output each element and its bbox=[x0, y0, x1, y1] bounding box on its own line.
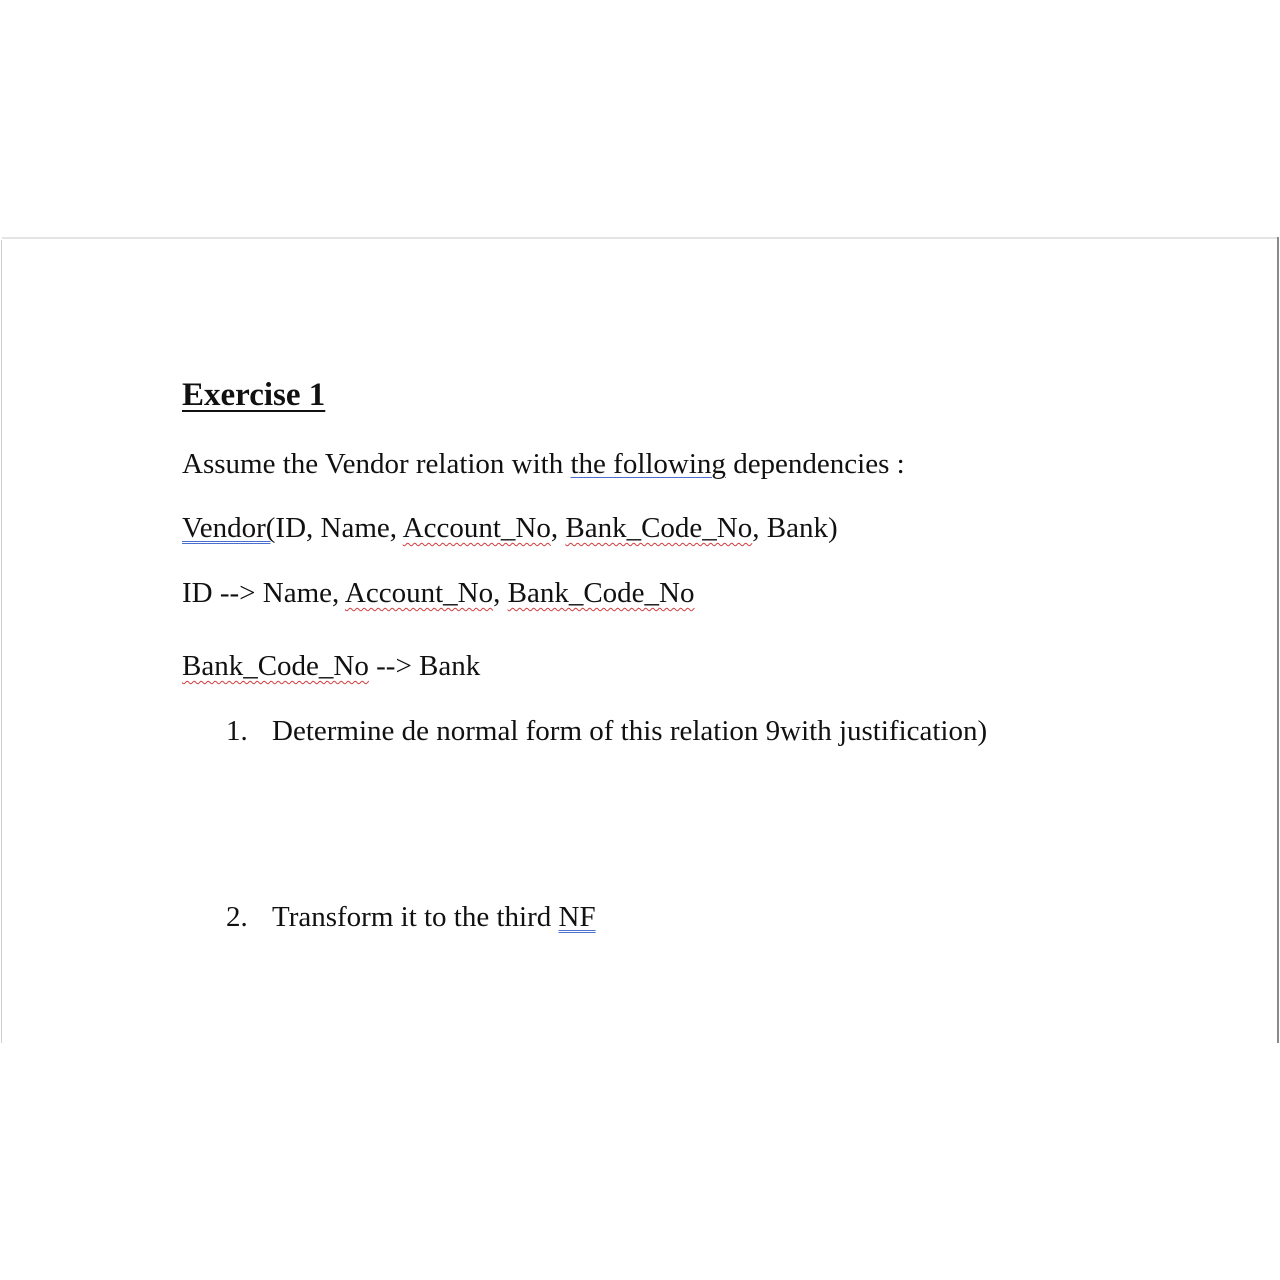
dependency-1-lhs: ID --> Name, bbox=[182, 577, 345, 609]
dependency-1-bank-code: Bank_Code_No bbox=[507, 577, 695, 609]
dependency-2 bbox=[182, 648, 480, 684]
dependency-2-lhs: Bank_Code_No bbox=[182, 650, 369, 682]
question-2-text: Transform it to the third bbox=[272, 901, 559, 933]
relation-rest: , Bank) bbox=[752, 512, 838, 544]
document-page bbox=[2, 237, 1278, 1043]
relation-attr-bank-code: Bank_Code_No bbox=[565, 512, 753, 544]
relation-attrs: ID, Name, bbox=[275, 512, 403, 544]
question-2 bbox=[226, 899, 596, 935]
question-1-number: 1. bbox=[226, 715, 248, 747]
question-1-text: Determine de normal form of this relation 9with justification) bbox=[272, 715, 988, 747]
intro-text-start: Assume the Vendor relation with bbox=[182, 448, 571, 480]
question-1 bbox=[226, 713, 987, 749]
exercise-heading: Exercise 1 bbox=[182, 377, 326, 413]
dependency-1-account: Account_No bbox=[344, 577, 494, 609]
dependency-1-sep: , bbox=[493, 577, 508, 609]
page-right-edge bbox=[1277, 237, 1279, 1043]
dependency-2-rhs: --> Bank bbox=[368, 650, 481, 682]
intro-text-end: dependencies : bbox=[725, 448, 905, 480]
question-2-flagged: NF bbox=[558, 901, 596, 933]
question-2-number: 2. bbox=[226, 901, 248, 933]
dependency-1 bbox=[182, 575, 694, 611]
relation-sep: , bbox=[550, 512, 566, 544]
relation-schema bbox=[182, 510, 838, 546]
intro-grammar-flag: the following bbox=[570, 448, 726, 480]
relation-name: Vendor( bbox=[182, 512, 276, 544]
intro-paragraph bbox=[182, 446, 905, 482]
relation-attr-account: Account_No bbox=[402, 512, 551, 544]
page-left-edge bbox=[1, 240, 2, 1043]
